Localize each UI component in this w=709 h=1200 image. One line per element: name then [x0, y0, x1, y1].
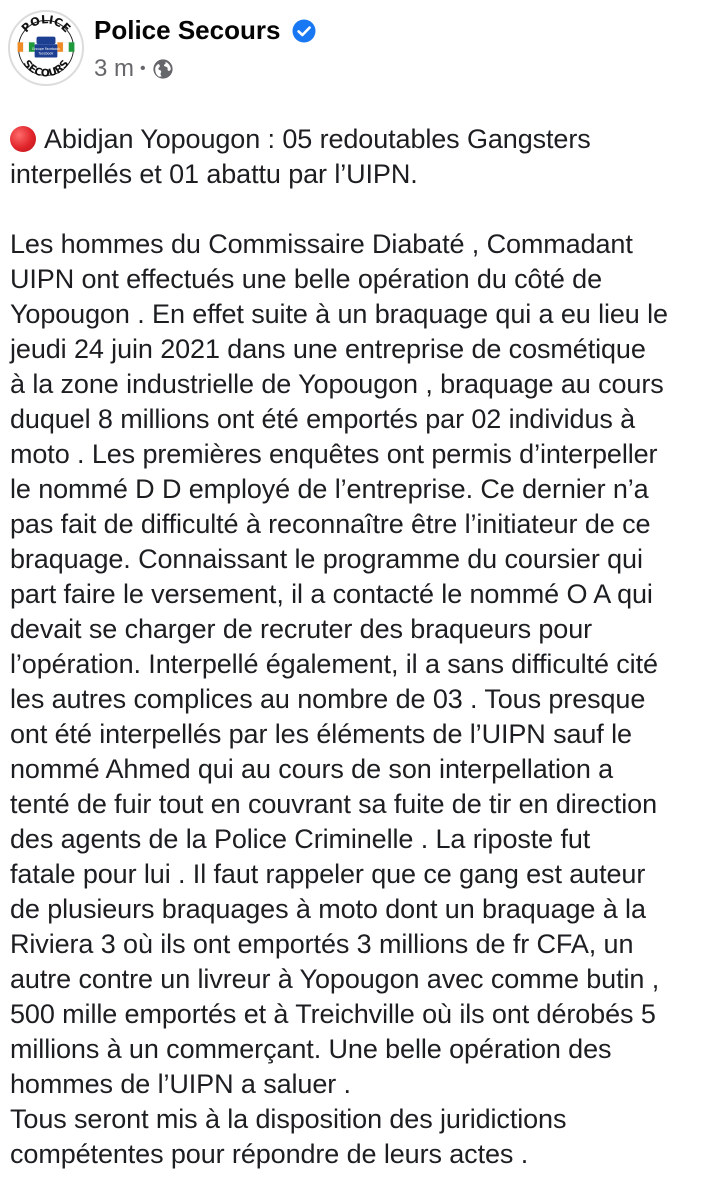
post-line: devait se charger de recruter des braqueurs pour — [10, 614, 593, 644]
globe-icon[interactable] — [152, 58, 174, 80]
post-line: autre contre un livreur à Yopougon avec comme butin , — [10, 964, 660, 994]
svg-text:facebook: facebook — [38, 51, 54, 56]
post-line: UIPN ont effectués une belle opération du côté de — [10, 264, 603, 294]
post-line: nommé Ahmed qui au cours de son interpellation a — [10, 754, 614, 784]
post-line: interpellés et 01 abattu par l’UIPN. — [10, 159, 418, 189]
post-line: moto . Les premières enquêtes ont permis d’interpeller — [10, 439, 658, 469]
post-line: hommes de l’UIPN a saluer . — [10, 1069, 351, 1099]
post-line: duquel 8 millions ont été emportés par 02 individus à — [10, 404, 636, 434]
post-line: ont été interpellés par les éléments de l’UIPN sauf le — [10, 719, 632, 749]
post-line: jeudi 24 juin 2021 dans une entreprise de cosmétique — [10, 334, 646, 364]
post-line: millions à un commerçant. Une belle opération des — [10, 1034, 612, 1064]
post-meta — [94, 54, 174, 84]
post-line: le nommé D D employé de l’entreprise. Ce dernier n’a — [10, 474, 649, 504]
svg-text:SECOURS: SECOURS — [20, 57, 72, 80]
post-line: braquage. Connaissant le programme du coursier qui — [10, 544, 643, 574]
verified-badge-icon — [292, 19, 316, 43]
post-line: part faire le versement, il a contacté le nommé O A qui — [10, 579, 653, 609]
post-paragraph-main — [10, 227, 702, 1172]
svg-text:POLICE: POLICE — [18, 12, 74, 36]
paragraph-spacer — [10, 192, 702, 227]
post-paragraph-headline — [10, 122, 702, 192]
svg-text:Groupe Facebook: Groupe Facebook — [32, 46, 60, 51]
post-line: 500 mille emportés et à Treichville où ils ont dérobés 5 — [10, 999, 656, 1029]
post-line: Abidjan Yopougon : 05 redoutables Gangsters — [10, 122, 702, 157]
post-header — [8, 10, 701, 92]
post-line: des agents de la Police Criminelle . La riposte fut — [10, 824, 591, 854]
post-line: pas fait de difficulté à reconnaître être l’initiateur de ce — [10, 509, 651, 539]
post-line: compétentes pour répondre de leurs actes . — [10, 1139, 529, 1169]
author-name[interactable]: Police Secours — [94, 15, 281, 45]
police-secours-logo-icon — [10, 12, 82, 84]
post-line: les autres complices au nombre de 03 . Tous presque — [10, 684, 646, 714]
post-line: tenté de fuir tout en couvrant sa fuite de tir en direction — [10, 789, 657, 819]
post-line: fatale pour lui . Il faut rappeler que ce gang est auteur — [10, 859, 646, 889]
post-text — [10, 122, 702, 1172]
post-line: Tous seront mis à la disposition des juridictions — [10, 1104, 567, 1134]
meta-separator: • — [140, 60, 146, 77]
post-line: l’opération. Interpellé également, il a sans difficulté cité — [10, 649, 658, 679]
post-timestamp[interactable]: 3 m — [94, 55, 135, 82]
post-line: de plusieurs braquages à moto dont un braquage à la — [10, 894, 646, 924]
post-line: à la zone industrielle de Yopougon , braquage au cours — [10, 369, 664, 399]
red-circle-icon — [10, 126, 36, 152]
post-line: Yopougon . En effet suite à un braquage qui a eu lieu le — [10, 299, 668, 329]
post-line: Les hommes du Commissaire Diabaté , Commadant — [10, 229, 633, 259]
post-line: Riviera 3 où ils ont emportés 3 millions de fr CFA, un — [10, 929, 634, 959]
page-avatar[interactable] — [8, 10, 84, 86]
